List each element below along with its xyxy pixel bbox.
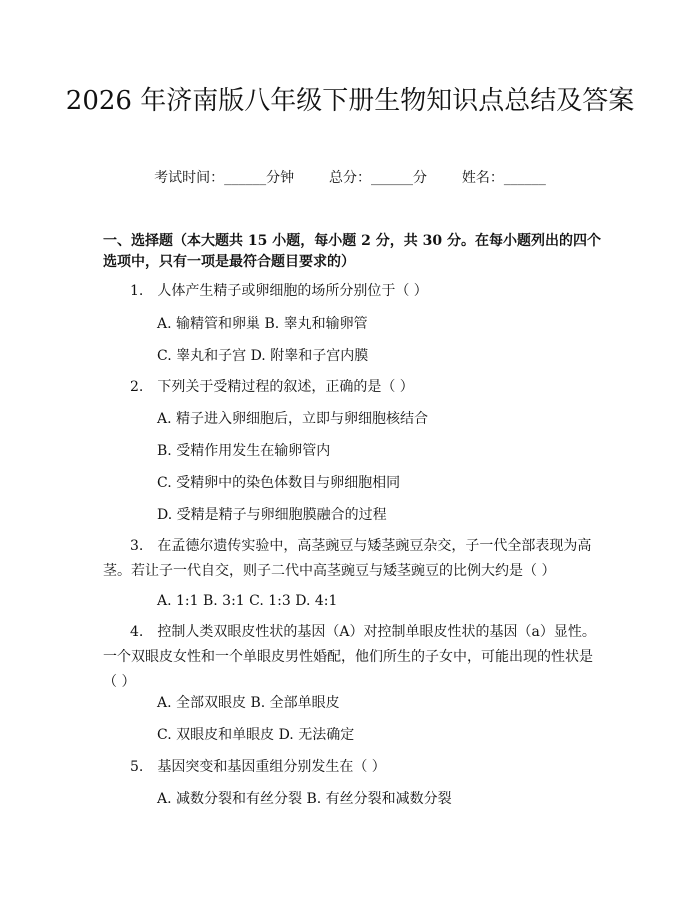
section-heading: 一、选择题（本大题共 15 小题，每小题 2 分，共 30 分。在每小题列出的四个选项中，只有一项是最符合题目要求的） — [103, 233, 601, 270]
question-1-options-ab: A. 输精管和卵巢 B. 睾丸和输卵管 — [157, 316, 368, 332]
question-1-options-cd: C. 睾丸和子宫 D. 附睾和子宫内膜 — [157, 348, 369, 364]
question-4-stem: 4. 控制人类双眼皮性状的基因（A）对控制单眼皮性状的基因（a）显性。一个双眼皮女性和一个单眼皮男性婚配，他们所生的子女中，可能出现的性状是（ ） — [103, 624, 596, 690]
question-2-option-b: B. 受精作用发生在输卵管内 — [157, 443, 331, 459]
question-3-options: A. 1:1 B. 3:1 C. 1:3 D. 4:1 — [157, 593, 338, 609]
question-2-option-d: D. 受精是精子与卵细胞膜融合的过程 — [157, 507, 387, 523]
total-score-field: 总分：______分 — [329, 170, 427, 186]
page-title: 2026 年济南版八年级下册生物知识点总结及答案 — [65, 86, 635, 116]
question-5-stem: 5. 基因突变和基因重组分别发生在（ ） — [130, 759, 386, 775]
exam-time-field: 考试时间：______分钟 — [154, 170, 295, 186]
question-4-options-cd: C. 双眼皮和单眼皮 D. 无法确定 — [157, 727, 355, 743]
question-2-option-c: C. 受精卵中的染色体数目与卵细胞相同 — [157, 475, 401, 491]
exam-info-line — [0, 168, 700, 188]
question-1-stem: 1. 人体产生精子或卵细胞的场所分别位于（ ） — [130, 283, 428, 299]
question-4-options-ab: A. 全部双眼皮 B. 全部单眼皮 — [157, 695, 340, 711]
question-2-stem: 2. 下列关于受精过程的叙述，正确的是（ ） — [130, 379, 414, 395]
name-field: 姓名：______ — [461, 170, 546, 186]
question-2-option-a: A. 精子进入卵细胞后，立即与卵细胞核结合 — [157, 411, 429, 427]
question-3-stem: 3. 在孟德尔遗传实验中，高茎豌豆与矮茎豌豆杂交，子一代全部表现为高茎。若让子一代自交，则子二代中高茎豌豆与矮茎豌豆的比例大约是（ ） — [103, 538, 592, 579]
question-5-options-ab: A. 减数分裂和有丝分裂 B. 有丝分裂和减数分裂 — [157, 791, 452, 807]
